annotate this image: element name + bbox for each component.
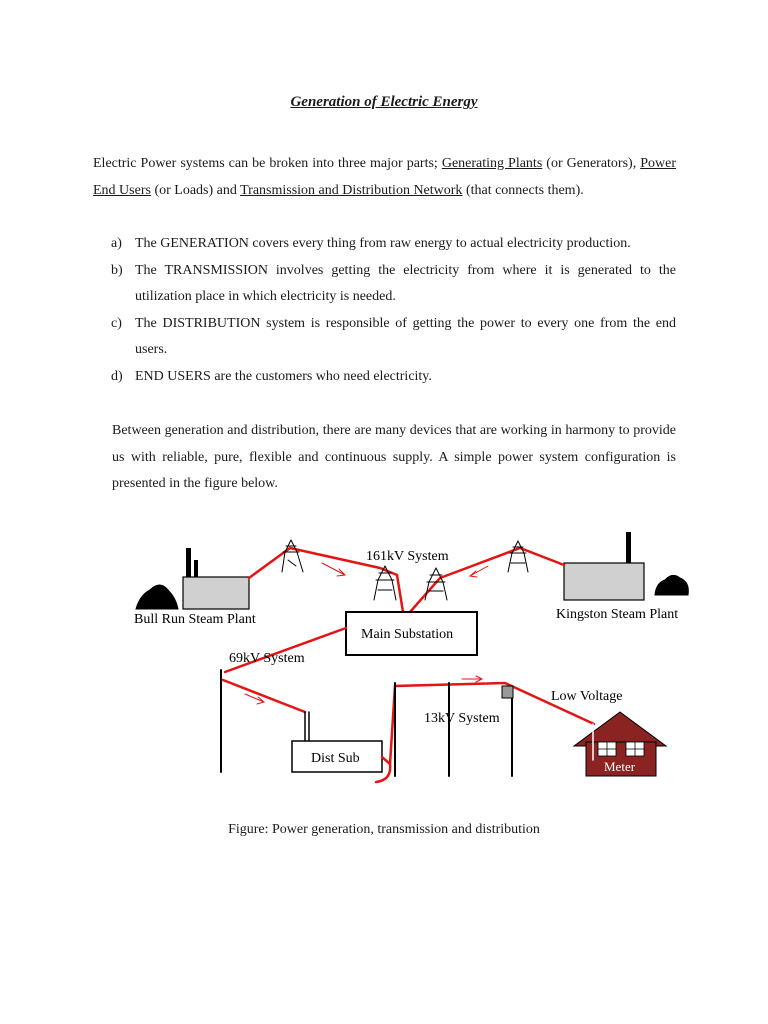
list-item bbox=[111, 364, 676, 391]
power-end-users-term: Power End Users bbox=[93, 156, 676, 198]
arrow-icon bbox=[462, 676, 482, 682]
figure-caption: Figure: Power generation, transmission and distribution bbox=[228, 822, 540, 837]
arrow-icon bbox=[470, 566, 488, 577]
sys-161-label: 161kV System bbox=[366, 549, 449, 564]
document-title: Generation of Electric Energy bbox=[290, 94, 478, 110]
list-marker: a) bbox=[111, 236, 122, 251]
house-roof bbox=[574, 712, 666, 746]
list-text: The DISTRIBUTION system is responsible of getting the power to every one from the end users. bbox=[135, 315, 676, 358]
list-item bbox=[111, 258, 676, 311]
bull-run-plant bbox=[183, 577, 249, 609]
kingston-chimney bbox=[626, 532, 631, 566]
sys-69-label: 69kV System bbox=[229, 651, 305, 666]
transformer bbox=[502, 686, 513, 698]
generating-plants-term: Generating Plants bbox=[441, 156, 543, 171]
list-marker: d) bbox=[111, 368, 123, 384]
list-item bbox=[111, 231, 676, 258]
kingston-plant bbox=[564, 563, 644, 600]
power-system-figure bbox=[130, 525, 700, 795]
parts-list bbox=[111, 231, 676, 391]
closing-paragraph: Between generation and distribution, there are many devices that are working in harmony to provide us with reliable, pure, flexible and continuous supply. A simple power system configuration is presented in the figure below. bbox=[112, 423, 676, 492]
line-69-lower bbox=[223, 680, 305, 712]
intro-text-1: Electric Power systems can be broken into three major parts; bbox=[93, 156, 442, 171]
low-voltage-label: Low Voltage bbox=[551, 689, 623, 704]
bull-run-chimney bbox=[186, 548, 191, 580]
intro-text-3: (or Loads) and bbox=[150, 182, 241, 198]
meter-label: Meter bbox=[604, 759, 636, 774]
list-marker: c) bbox=[111, 315, 122, 331]
kingston-label: Kingston Steam Plant bbox=[556, 607, 679, 622]
transmission-tower-icon bbox=[508, 541, 528, 572]
sys-13-label: 13kV System bbox=[424, 711, 500, 726]
intro-paragraph bbox=[93, 151, 676, 204]
intro-text-4: (that connects them). bbox=[462, 182, 584, 198]
coal-pile-right bbox=[655, 575, 688, 595]
list-text: END USERS are the customers who need electricity. bbox=[135, 368, 432, 384]
list-text: The TRANSMISSION involves getting the electricity from where it is generated to the utilization place in which electricity is needed. bbox=[135, 262, 676, 305]
list-marker: b) bbox=[111, 262, 123, 278]
bull-run-label: Bull Run Steam Plant bbox=[134, 612, 256, 627]
intro-text-2: (or Generators), bbox=[542, 156, 641, 171]
transmission-network-term: Transmission and Distribution Network bbox=[240, 182, 463, 198]
list-text: The GENERATION covers every thing from raw energy to actual electricity production. bbox=[135, 236, 631, 251]
list-item bbox=[111, 311, 676, 364]
arrow-icon bbox=[322, 563, 345, 576]
coal-pile-left bbox=[136, 585, 178, 609]
transmission-tower-icon bbox=[282, 540, 303, 572]
main-sub-label: Main Substation bbox=[361, 627, 454, 642]
dist-sub-label: Dist Sub bbox=[311, 751, 360, 766]
